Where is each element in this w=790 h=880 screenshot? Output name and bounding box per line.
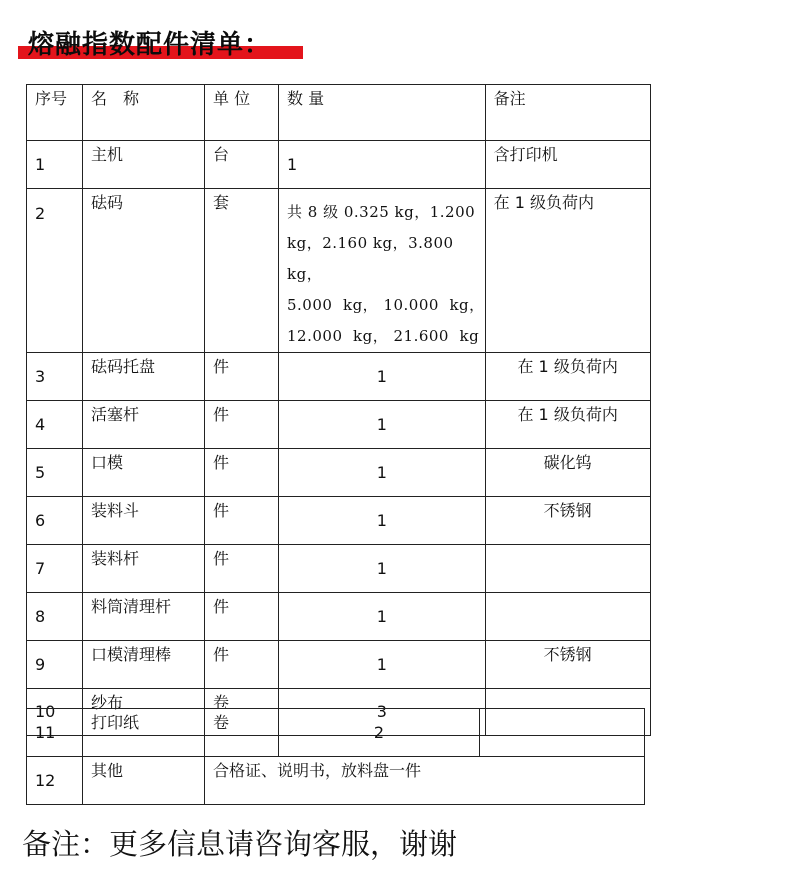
row-seq: 5 — [27, 449, 83, 497]
row-seq: 10 — [27, 689, 83, 736]
title-block — [18, 24, 303, 60]
header-name: 名 称 — [83, 85, 205, 141]
row-note — [485, 593, 650, 641]
row-qty: 1 — [279, 401, 486, 449]
table-row — [27, 401, 651, 449]
footer-note: 备注：更多信息请咨询客服，谢谢 — [22, 827, 458, 861]
table-row — [27, 545, 651, 593]
row-seq: 1 — [27, 141, 83, 189]
row-qty: 2 — [279, 709, 480, 757]
row-unit: 台 — [205, 141, 279, 189]
row-qty: 1 — [279, 353, 486, 401]
row-seq: 8 — [27, 593, 83, 641]
weight-line: 共 8 级 0.325 kg，1.200 — [287, 203, 476, 221]
row-note — [485, 545, 650, 593]
row-merged-note: 合格证、说明书，放料盘一件 — [205, 757, 645, 805]
row-unit: 件 — [205, 353, 279, 401]
row-qty: 1 — [279, 641, 486, 689]
table-row — [27, 641, 651, 689]
row-name: 活塞杆 — [83, 401, 205, 449]
header-unit: 单 位 — [205, 85, 279, 141]
row-unit: 件 — [205, 593, 279, 641]
row-note: 含打印机 — [485, 141, 650, 189]
row-qty: 1 — [279, 593, 486, 641]
row-name: 料筒清理杆 — [83, 593, 205, 641]
row-seq: 4 — [27, 401, 83, 449]
row-qty: 1 — [279, 497, 486, 545]
row-note — [480, 709, 645, 757]
row-note: 在 1 级负荷内 — [485, 189, 650, 353]
row-qty: 3 — [279, 689, 486, 736]
row-name: 其他 — [83, 757, 205, 805]
parts-table-continued — [26, 708, 645, 805]
row-seq: 7 — [27, 545, 83, 593]
row-seq: 9 — [27, 641, 83, 689]
row-note: 在 1 级负荷内 — [485, 401, 650, 449]
weight-line: 5.000 kg， 10.000 kg， — [287, 296, 485, 314]
row-name: 主机 — [83, 141, 205, 189]
row-note: 在 1 级负荷内 — [485, 353, 650, 401]
header-qty: 数 量 — [279, 85, 486, 141]
row-name: 砝码托盘 — [83, 353, 205, 401]
row-name: 打印纸 — [83, 709, 205, 757]
row-name: 装料杆 — [83, 545, 205, 593]
row-unit: 件 — [205, 497, 279, 545]
weight-line: kg，2.160 kg，3.800 kg， — [287, 234, 454, 283]
row-seq: 2 — [27, 189, 83, 353]
row-note: 不锈钢 — [485, 641, 650, 689]
table-row — [27, 757, 645, 805]
weight-line: 12.000 kg， 21.600 kg — [287, 327, 480, 345]
table-row — [27, 709, 645, 757]
row-name: 口模清理棒 — [83, 641, 205, 689]
row-qty: 1 — [279, 141, 486, 189]
row-unit: 件 — [205, 641, 279, 689]
row-unit: 件 — [205, 401, 279, 449]
row-seq: 11 — [27, 709, 83, 757]
page-title: 熔融指数配件清单： — [28, 30, 272, 60]
row-name: 装料斗 — [83, 497, 205, 545]
row-unit: 卷 — [205, 709, 279, 757]
row-seq: 3 — [27, 353, 83, 401]
table-row — [27, 497, 651, 545]
row-note: 不锈钢 — [485, 497, 650, 545]
table-row — [27, 141, 651, 189]
row-qty: 1 — [279, 449, 486, 497]
row-seq: 12 — [27, 757, 83, 805]
row-name: 纱布 — [83, 689, 205, 736]
table-row — [27, 593, 651, 641]
table-header-row — [27, 85, 651, 141]
table-row — [27, 189, 651, 353]
header-seq: 序号 — [27, 85, 83, 141]
row-name: 砝码 — [83, 189, 205, 353]
table-row — [27, 353, 651, 401]
row-name: 口模 — [83, 449, 205, 497]
row-unit: 卷 — [205, 689, 279, 736]
table-row — [27, 449, 651, 497]
row-unit: 套 — [205, 189, 279, 353]
parts-table — [26, 84, 651, 736]
row-seq: 6 — [27, 497, 83, 545]
row-unit: 件 — [205, 545, 279, 593]
row-qty-weights — [279, 189, 486, 353]
header-note: 备注 — [485, 85, 650, 141]
row-unit: 件 — [205, 449, 279, 497]
row-note: 碳化钨 — [485, 449, 650, 497]
row-qty: 1 — [279, 545, 486, 593]
